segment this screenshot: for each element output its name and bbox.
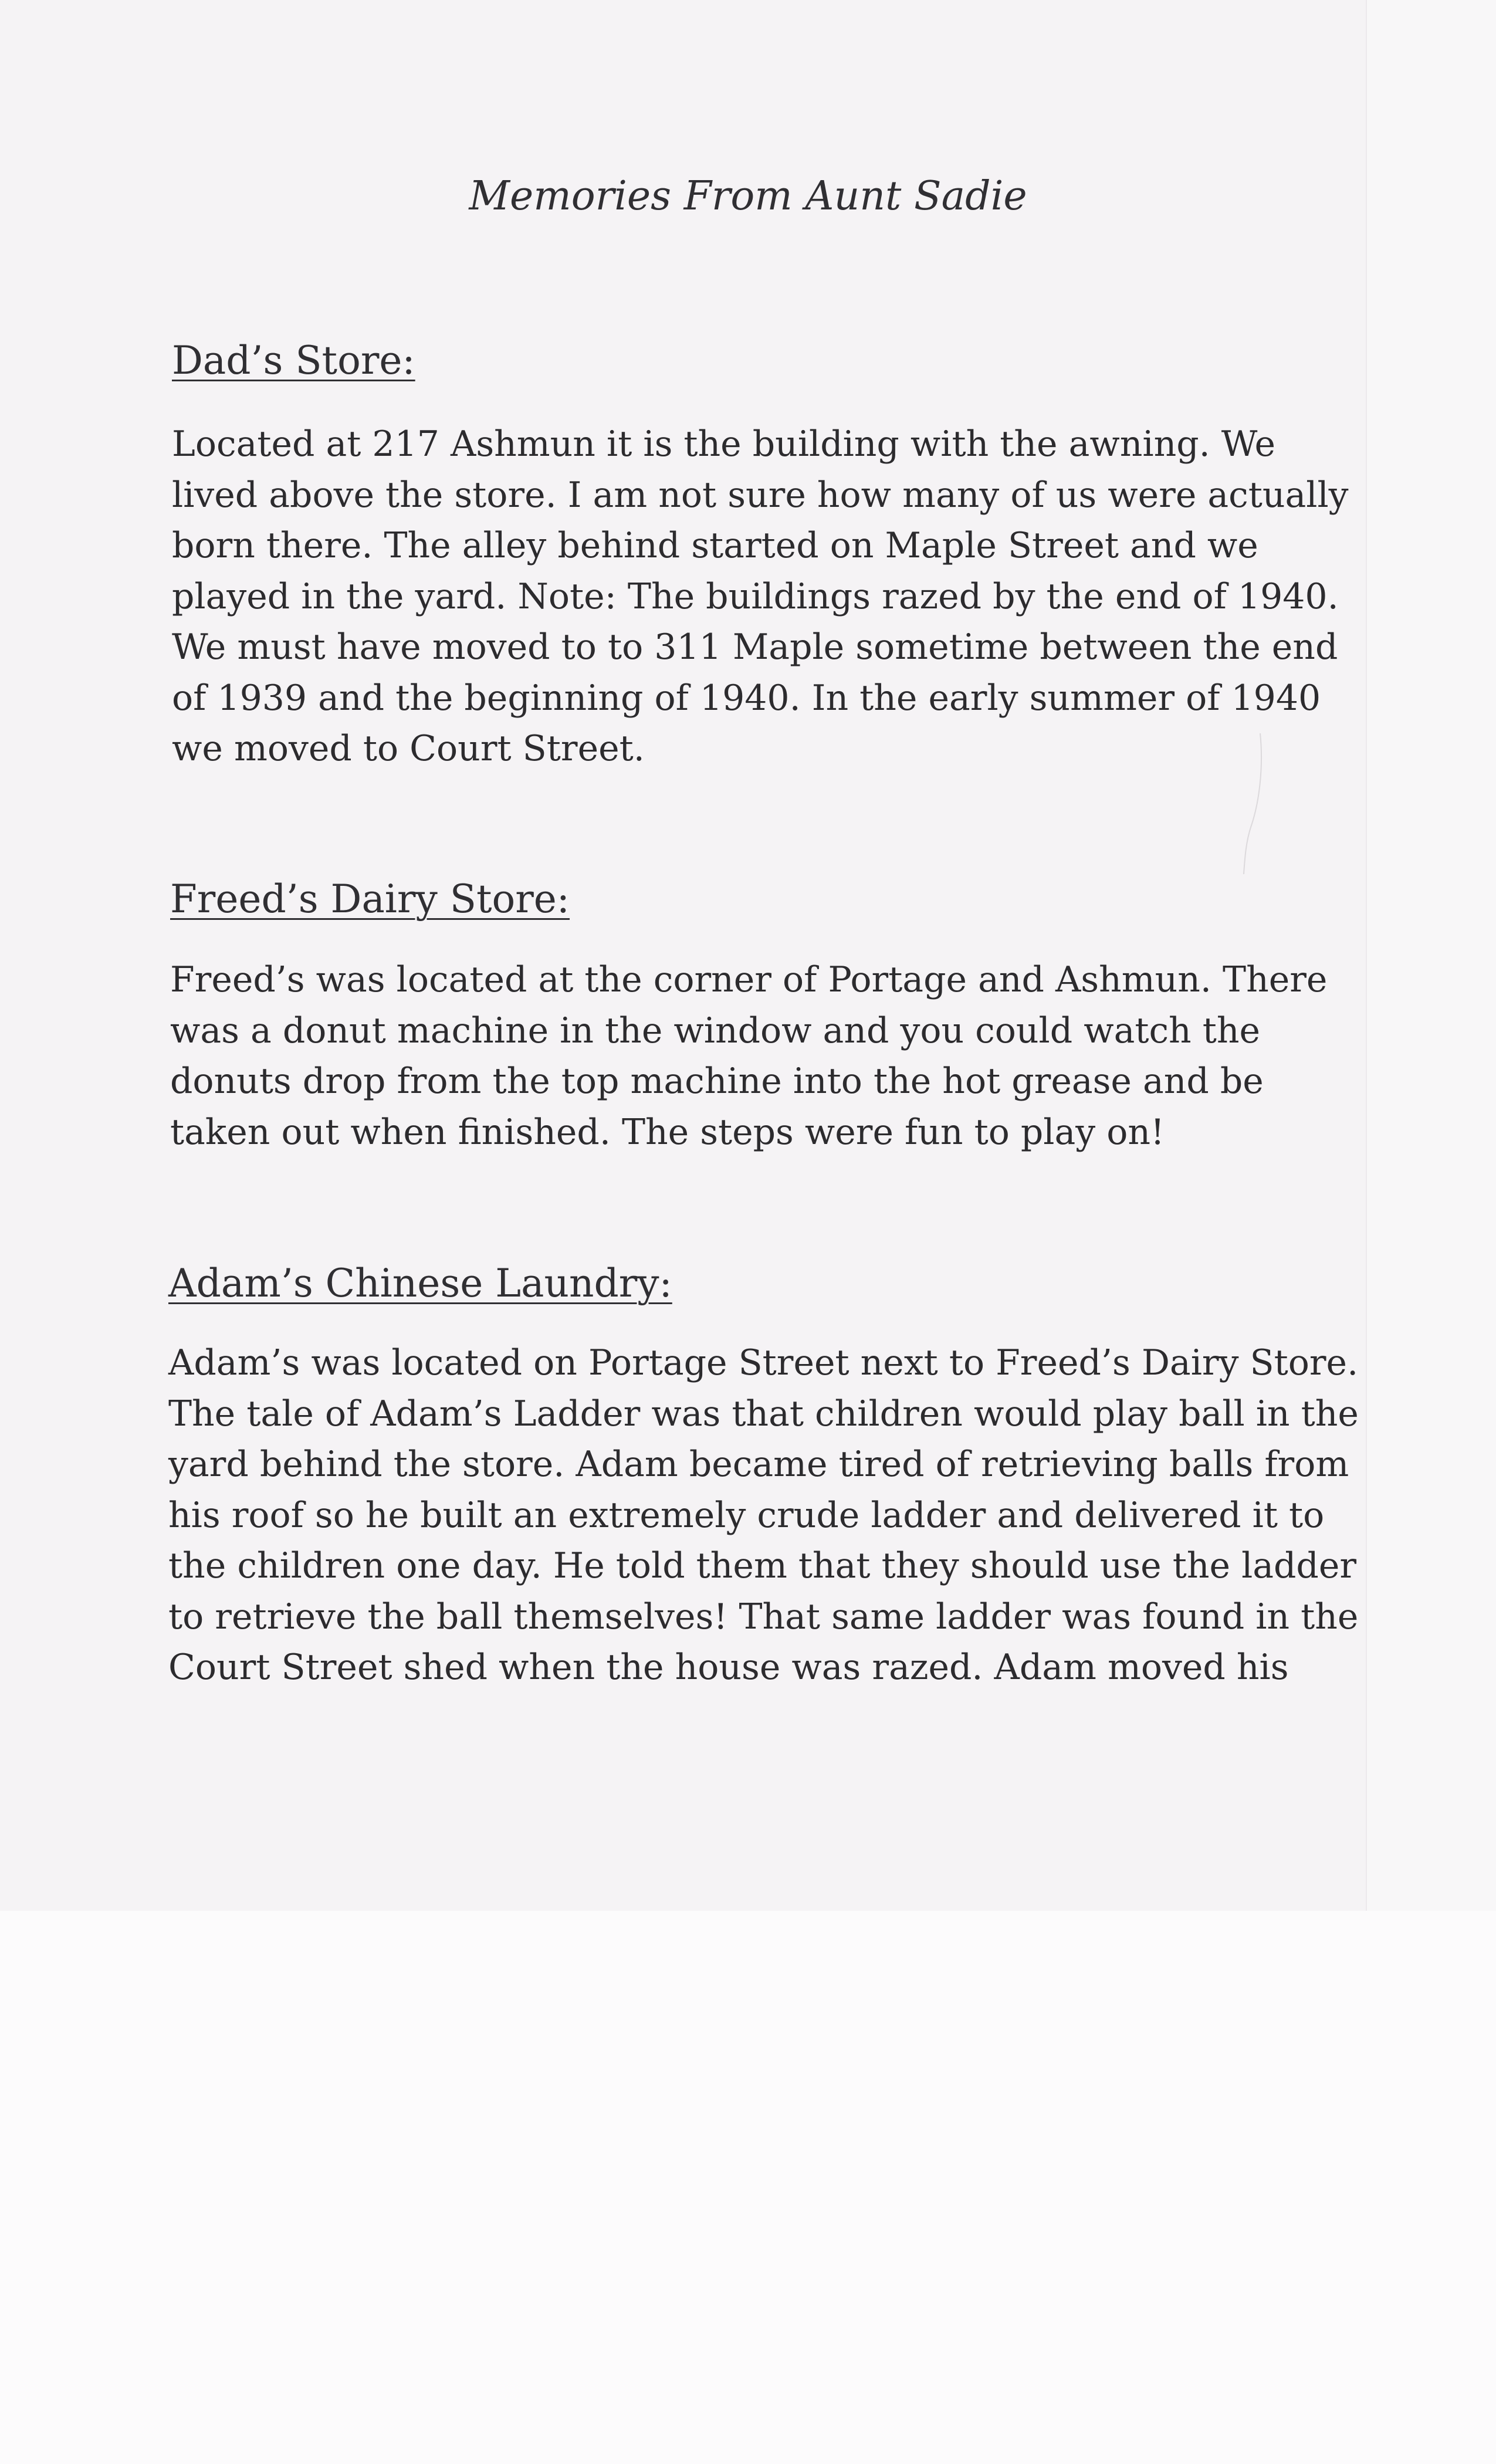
text-line: The tale of Adam’s Ladder was that children would play ball in the [168, 1393, 1359, 1434]
text-line: We must have moved to to 311 Maple sometime between the end [172, 627, 1338, 668]
section-heading-freeds-dairy-store: Freed’s Dairy Store: [170, 876, 570, 922]
document-title: Memories From Aunt Sadie [469, 173, 1027, 219]
text-line: Freed’s was located at the corner of Portage and Ashmun. There [170, 959, 1328, 1000]
text-line: we moved to Court Street. [172, 728, 645, 769]
text-line: to retrieve the ball themselves! That same ladder was found in the [168, 1596, 1359, 1637]
text-line: Court Street shed when the house was razed. Adam moved his [168, 1647, 1289, 1688]
section-heading-dads-store: Dad’s Store: [172, 338, 415, 383]
text-line: lived above the store. I am not sure how many of us were actually [172, 474, 1349, 516]
text-line: Located at 217 Ashmun it is the building with the awning. We [172, 424, 1276, 465]
text-line: donuts drop from the top machine into the hot grease and be [170, 1061, 1264, 1102]
section-body-freeds-dairy-store [170, 955, 1349, 1157]
section-body-dads-store [172, 419, 1351, 774]
text-line: yard behind the store. Adam became tired of retrieving balls from [168, 1444, 1349, 1485]
text-line: Adam’s was located on Portage Street next to Freed’s Dairy Store. [168, 1342, 1359, 1383]
section-body-adams-chinese-laundry [168, 1338, 1359, 1693]
text-line: played in the yard. Note: The buildings razed by the end of 1940. [172, 576, 1339, 617]
text-line: born there. The alley behind started on Maple Street and we [172, 525, 1258, 566]
text-line: of 1939 and the beginning of 1940. In the early summer of 1940 [172, 677, 1321, 719]
text-line: taken out when finished. The steps were fun to play on! [170, 1111, 1165, 1153]
text-line: was a donut machine in the window and you could watch the [170, 1010, 1261, 1051]
text-line: his roof so he built an extremely crude ladder and delivered it to [168, 1494, 1325, 1536]
text-line: the children one day. He told them that they should use the ladder [168, 1545, 1357, 1586]
section-heading-adams-chinese-laundry: Adam’s Chinese Laundry: [168, 1261, 672, 1306]
